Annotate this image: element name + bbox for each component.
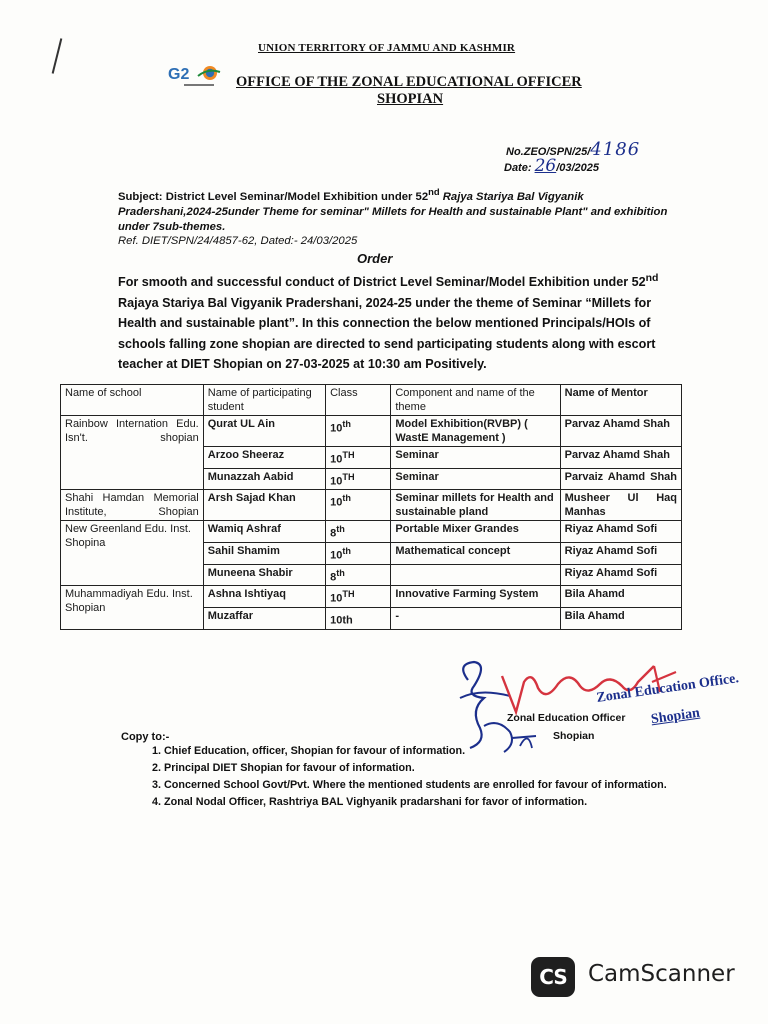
class-cell bbox=[326, 586, 391, 608]
class-cell bbox=[326, 542, 391, 564]
mentor-cell: Riyaz Ahamd Sofi bbox=[560, 521, 681, 543]
class-sup: TH bbox=[342, 589, 355, 600]
class-cell bbox=[326, 447, 391, 469]
reference-date-label: Date: bbox=[504, 162, 535, 174]
header-student: Name of participating student bbox=[203, 385, 325, 416]
student-cell: Arsh Sajad Khan bbox=[203, 490, 325, 521]
body-superscript: nd bbox=[645, 272, 659, 284]
signatory-title: Zonal Education Officer bbox=[507, 712, 626, 724]
class-cell bbox=[326, 607, 391, 629]
mentor-cell: Riyaz Ahamd Sofi bbox=[560, 564, 681, 586]
table-header-row bbox=[61, 385, 682, 416]
body-text-2: Rajaya Stariya Bal Vigyanik Pradershani, 2024-25 under the theme of Seminar “Millets for Health and sustainable plant”. In this connection the below mentioned Principals/HOIs of schools falling zone shopian are directed to send participating students along with escort teacher at DIET Shopian on 27-03-2025 at 10:30 am Positively. bbox=[118, 295, 656, 372]
subject-paragraph bbox=[118, 184, 678, 235]
mentor-cell: Musheer Ul Haq Manhas bbox=[560, 490, 681, 521]
mentor-cell: Parvaz Ahamd Shah bbox=[560, 416, 681, 447]
student-cell: Qurat UL Ain bbox=[203, 416, 325, 447]
header-school: Name of school bbox=[61, 385, 204, 416]
component-cell: Portable Mixer Grandes bbox=[391, 521, 560, 543]
union-territory-heading: UNION TERRITORY OF JAMMU AND KASHMIR bbox=[258, 42, 516, 54]
order-body-paragraph bbox=[118, 268, 678, 375]
list-item: 1. Chief Education, officer, Shopian for favour of information. bbox=[164, 744, 704, 758]
copy-to-list bbox=[140, 744, 704, 812]
subject-text-1: Subject: District Level Seminar/Model Exhibition under 52 bbox=[118, 190, 429, 203]
component-cell: Innovative Farming System bbox=[391, 586, 560, 608]
class-sup: th bbox=[336, 567, 345, 578]
header-component: Component and name of the theme bbox=[391, 385, 560, 416]
class-value: 10 bbox=[330, 592, 343, 605]
camscanner-watermark: CamScanner bbox=[588, 961, 735, 987]
reference-date bbox=[504, 156, 599, 176]
component-cell: - bbox=[391, 607, 560, 629]
component-cell: Mathematical concept bbox=[391, 542, 560, 564]
student-cell: Munazzah Aabid bbox=[203, 468, 325, 490]
subject-text-2: Rajya Stariya Bal Vigyanik Pradershani,2024-25under Theme for seminar" Millets for Health and sustainable Plant" and exhibition under 7sub-themes. bbox=[118, 190, 668, 233]
reference-date-handwritten: 26 bbox=[534, 156, 557, 176]
mentor-cell: Parvaz Ahamd Shah bbox=[560, 447, 681, 469]
component-cell bbox=[391, 564, 560, 586]
camscanner-logo-icon: CS bbox=[531, 957, 575, 997]
class-value: 10th bbox=[330, 614, 353, 627]
order-title: Order bbox=[357, 251, 393, 266]
component-cell: Seminar bbox=[391, 468, 560, 490]
list-item: 3. Concerned School Govt/Pvt. Where the mentioned students are enrolled for favour of information. bbox=[164, 778, 704, 792]
class-sup: th bbox=[336, 524, 345, 535]
g20-logo-icon bbox=[168, 62, 226, 92]
student-cell: Muneena Shabir bbox=[203, 564, 325, 586]
mentor-cell: Riyaz Ahamd Sofi bbox=[560, 542, 681, 564]
class-value: 10 bbox=[330, 453, 343, 466]
school-cell: Muhammadiyah Edu. Inst. Shopian bbox=[61, 586, 204, 629]
student-cell: Wamiq Ashraf bbox=[203, 521, 325, 543]
office-place-heading: SHOPIAN bbox=[377, 91, 444, 107]
table-row bbox=[61, 521, 682, 543]
header-class: Class bbox=[326, 385, 391, 416]
copy-to-title: Copy to:- bbox=[121, 731, 170, 743]
class-sup: TH bbox=[342, 471, 355, 482]
class-value: 8 bbox=[330, 571, 337, 584]
school-cell: Shahi Hamdan Memorial Institute, Shopian bbox=[61, 490, 204, 521]
participants-table bbox=[60, 384, 682, 630]
body-text-1: For smooth and successful conduct of District Level Seminar/Model Exhibition under 52 bbox=[118, 275, 646, 290]
class-value: 10 bbox=[330, 475, 343, 488]
reference-number-handwritten: 4186 bbox=[590, 139, 641, 160]
student-cell: Arzoo Sheeraz bbox=[203, 447, 325, 469]
reference-number-label: No.ZEO/SPN/25/ bbox=[506, 146, 591, 158]
header-mentor: Name of Mentor bbox=[560, 385, 681, 416]
table-row bbox=[61, 416, 682, 447]
mentor-cell: Bila Ahamd bbox=[560, 586, 681, 608]
component-cell: Model Exhibition(RVBP) ( WastE Management ) bbox=[391, 416, 560, 447]
class-cell bbox=[326, 564, 391, 586]
mentor-cell: Bila Ahamd bbox=[560, 607, 681, 629]
reference-line: Ref. DIET/SPN/24/4857-62, Dated:- 24/03/2025 bbox=[118, 235, 358, 247]
office-heading: OFFICE OF THE ZONAL EDUCATIONAL OFFICER bbox=[236, 74, 582, 90]
subject-superscript: nd bbox=[428, 186, 440, 197]
list-item: 2. Principal DIET Shopian for favour of information. bbox=[164, 761, 704, 775]
svg-text:G2: G2 bbox=[168, 66, 190, 83]
reference-date-suffix: /03/2025 bbox=[556, 162, 600, 174]
list-item: 4. Zonal Nodal Officer, Rashtriya BAL Vighyanik pradarshani for favor of information. bbox=[164, 795, 704, 809]
class-sup: th bbox=[342, 419, 352, 429]
student-cell: Ashna Ishtiyaq bbox=[203, 586, 325, 608]
component-cell: Seminar millets for Health and sustainable pland bbox=[391, 490, 560, 521]
class-sup: TH bbox=[342, 450, 355, 460]
student-cell: Sahil Shamim bbox=[203, 542, 325, 564]
component-cell: Seminar bbox=[391, 447, 560, 469]
class-sup: th bbox=[342, 493, 352, 504]
signatory-place: Shopian bbox=[553, 730, 595, 742]
office-stamp-line1: Zonal Education Office. bbox=[595, 671, 740, 706]
class-cell bbox=[326, 521, 391, 543]
class-value: 10 bbox=[330, 496, 343, 509]
office-stamp-line2: Shopian bbox=[650, 705, 701, 728]
school-cell: Rainbow Internation Edu. Isn't. shopian bbox=[61, 416, 204, 490]
margin-pen-mark bbox=[52, 38, 63, 73]
table-row bbox=[61, 586, 682, 608]
mentor-cell: Parvaiz Ahamd Shah bbox=[560, 468, 681, 490]
class-value: 10 bbox=[330, 422, 343, 435]
table-row bbox=[61, 490, 682, 521]
class-sup: th bbox=[342, 545, 352, 556]
class-cell bbox=[326, 468, 391, 490]
class-cell bbox=[326, 416, 391, 447]
class-value: 10 bbox=[330, 549, 343, 562]
school-cell: New Greenland Edu. Inst. Shopina bbox=[61, 521, 204, 586]
student-cell: Muzaffar bbox=[203, 607, 325, 629]
class-cell bbox=[326, 490, 391, 521]
class-value: 8 bbox=[330, 527, 337, 540]
